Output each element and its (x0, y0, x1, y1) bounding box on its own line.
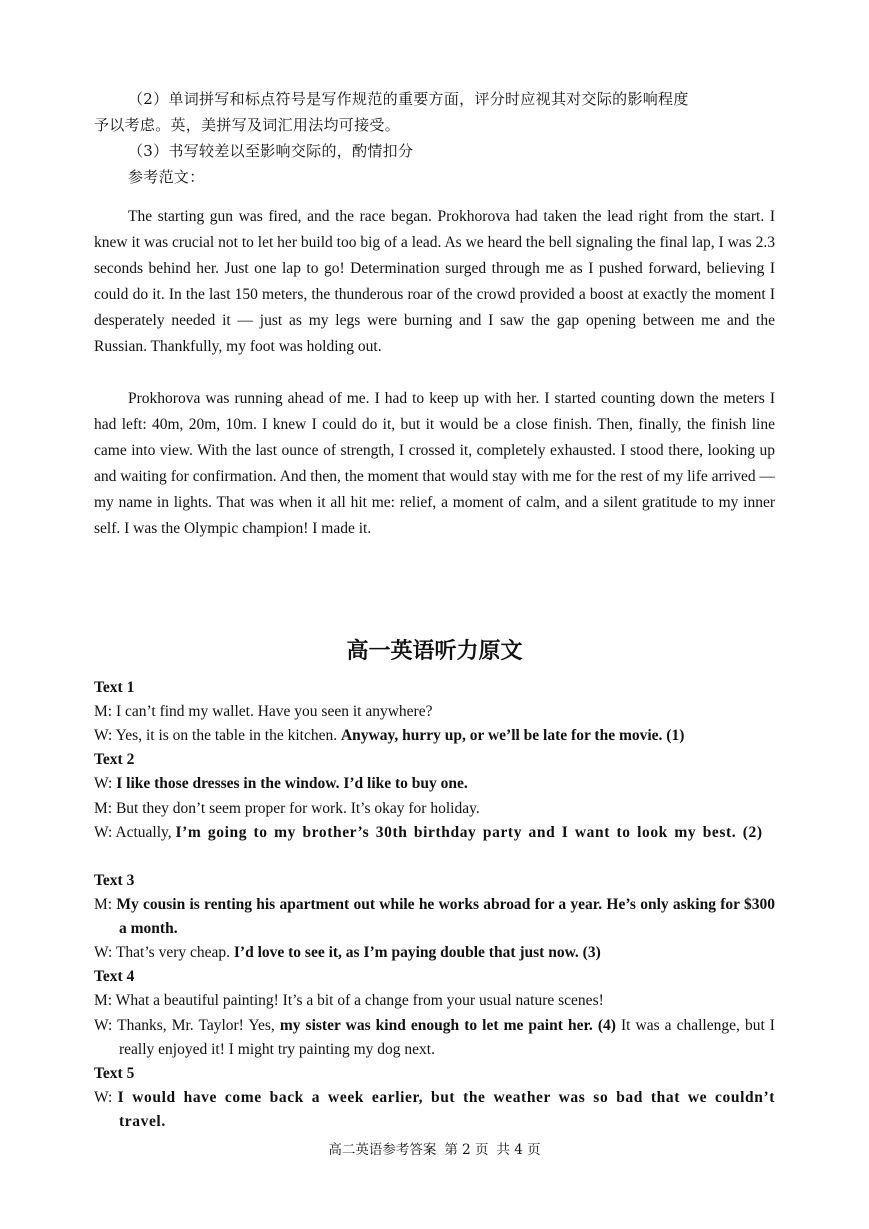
sample-essay-label: 参考范文： (128, 168, 205, 186)
text-5-line-1-speaker: W: (94, 1089, 118, 1106)
text-2-line-3-key: I’m going to my brother’s 30th birthday party and I want to look my best. (2) (175, 824, 763, 841)
text-3-line-1-speaker: M: (94, 896, 117, 913)
text-5-line-1 (94, 1086, 775, 1134)
essay-paragraph-2: Prokhorova was running ahead of me. I had to keep up with her. I started counting down the meters I had left: 40m, 20m, 10m. I knew I could do it, but it would be a close finish. Then, finally, the finish line came into view. With the last ounce of strength, I crossed it, completely exhausted. I stood there, looking up and waiting for confirmation. And then, the moment that would stay with me for the rest of my life arrived — my name in lights. That was when it all hit me: relief, a moment of calm, and a silent gratitude to my inner self. I was the Olympic champion! I made it. (94, 390, 775, 537)
footer-total-pages: 共 4 页 (496, 1142, 541, 1158)
text-2-line-2: M: But they don’t seem proper for work. It’s okay for holiday. (94, 800, 480, 817)
scoring-note-2-cont (94, 112, 775, 138)
text-2-line-3 (94, 821, 775, 845)
text-4-line-2 (94, 1014, 775, 1062)
text-3-line-2 (94, 941, 775, 965)
essay-paragraph-1: The starting gun was fired, and the race began. Prokhorova had taken the lead right from the start. I knew it was crucial not to let her build too big of a lead. As we heard the bell signaling the final lap, I was 2.3 seconds behind her. Just one lap to go! Determination surged through me as I pushed forward, believing I could do it. In the last 150 meters, the thunderous roar of the crowd provided a boost at exactly the moment I desperately needed it — just as my legs were burning and I saw the gap opening between me and the Russian. Thankfully, my foot was holding out. (94, 208, 775, 355)
text-5-heading: Text 5 (94, 1065, 135, 1082)
text-4-line-2-rest: It was a challenge, but I really enjoyed it! I might try painting my dog next. (119, 1017, 775, 1058)
scoring-note-3: （3）书写较差以至影响交际的，酌情扣分 (128, 142, 414, 160)
text-2-heading: Text 2 (94, 751, 135, 768)
text-1-heading: Text 1 (94, 679, 135, 696)
scoring-note-2 (94, 86, 775, 112)
page-footer (0, 1138, 869, 1158)
footer-page-number: 第 2 页 (444, 1142, 489, 1158)
text-5-line-1-key: I would have come back a week earlier, but the weather was so bad that we couldn’t travel. (117, 1089, 775, 1130)
text-1-line-2-plain: W: Yes, it is on the table in the kitchen. (94, 727, 341, 744)
footer-doc-title: 高二英语参考答案 (328, 1142, 437, 1158)
scoring-note-2-line-2: 予以考虑。英，美拼写及词汇用法均可接受。 (94, 116, 401, 134)
text-4-line-2-key: my sister was kind enough to let me paint her. (4) (279, 1017, 616, 1034)
text-3-line-1-key: My cousin is renting his apartment out while he works abroad for a year. He’s only asking for $300 a month. (116, 896, 775, 937)
text-3-line-1 (94, 893, 775, 941)
text-1-line-2 (94, 724, 775, 748)
scoring-note-2-line-1: （2）单词拼写和标点符号是写作规范的重要方面，评分时应视其对交际的影响程度 (128, 90, 689, 108)
section-title: 高一英语听力原文 (346, 638, 523, 664)
text-2-line-1-speaker: W: (94, 775, 117, 792)
text-4-heading: Text 4 (94, 968, 135, 985)
text-3-line-2-plain: W: That’s very cheap. (94, 944, 234, 961)
text-3-heading: Text 3 (94, 872, 135, 889)
text-2-line-3-plain: W: Actually, (94, 824, 176, 841)
text-1-line-1: M: I can’t find my wallet. Have you seen it anywhere? (94, 703, 433, 720)
text-4-line-1: M: What a beautiful painting! It’s a bit of a change from your usual nature scenes! (94, 992, 604, 1009)
text-4-line-2-plain: W: Thanks, Mr. Taylor! Yes, (94, 1017, 280, 1034)
text-2-line-1-key: I like those dresses in the window. I’d like to buy one. (116, 775, 468, 792)
text-3-line-2-key: I’d love to see it, as I’m paying double that just now. (3) (233, 944, 601, 961)
text-1-line-2-key: Anyway, hurry up, or we’ll be late for the movie. (1) (340, 727, 685, 744)
text-2-line-1 (94, 772, 775, 796)
